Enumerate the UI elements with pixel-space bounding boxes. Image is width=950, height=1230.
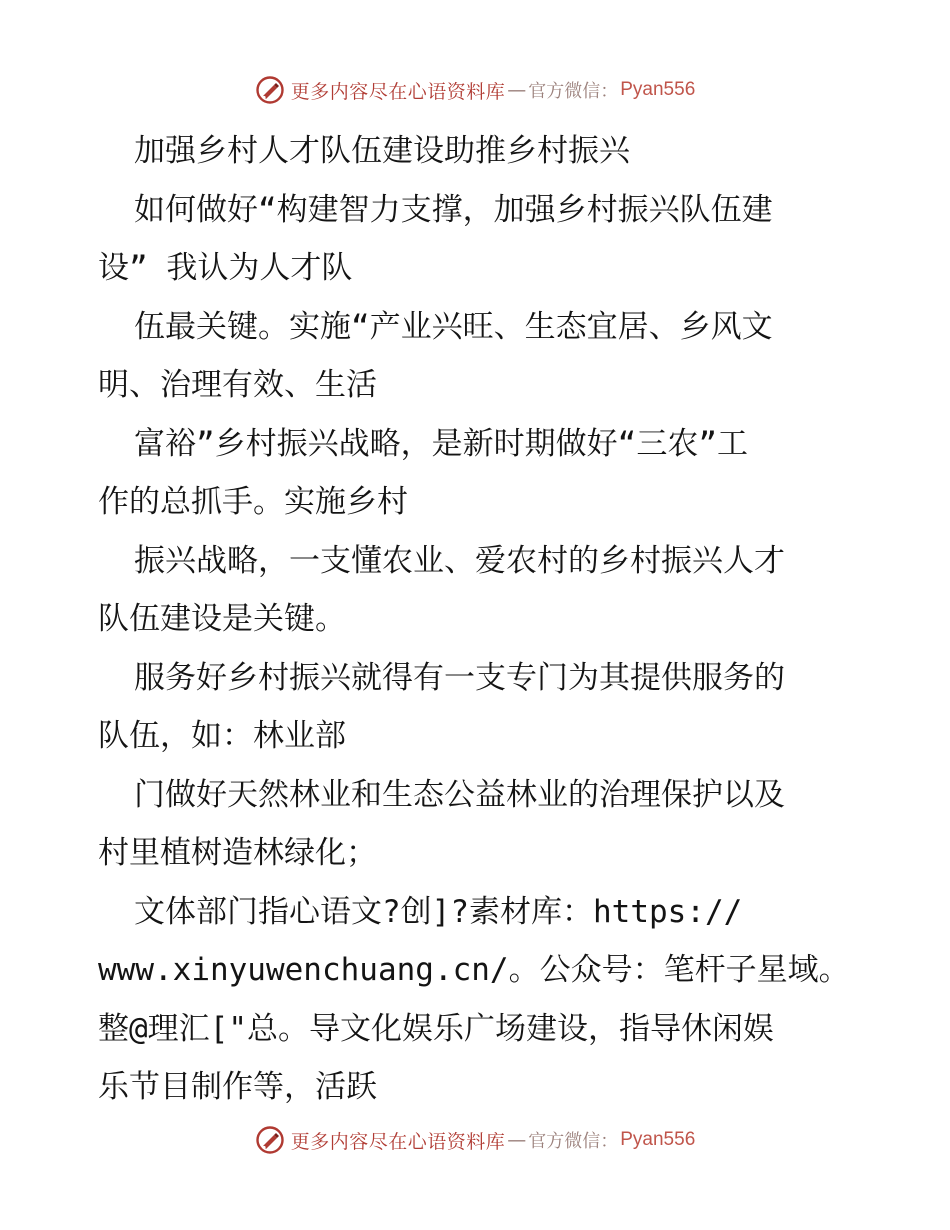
- text-line: www.xinyuwenchuang.cn/。公众号：笔杆子星域。: [98, 952, 850, 988]
- banner-brand-text: 更多内容尽在心语资料库: [290, 80, 506, 103]
- text-line: 如何做好“构建智力支撑，加强乡村振兴队伍建: [134, 191, 773, 228]
- text-line: 队伍，如：林业部: [98, 718, 346, 754]
- pen-logo-icon: [255, 1125, 285, 1155]
- banner-wechat-label: 官方微信：: [528, 81, 619, 102]
- text-line: 整@理汇["总。导文化娱乐广场建设，指导休闲娱: [98, 1010, 774, 1047]
- text-line: 服务好乡村振兴就得有一支专门为其提供服务的: [134, 659, 785, 696]
- banner-wechat-id: Pyan556: [620, 1129, 696, 1150]
- text-line: 作的总抓手。实施乡村: [98, 484, 408, 520]
- doc-title: 加强乡村人才队伍建设助推乡村振兴: [134, 133, 630, 169]
- text-line: 伍最关键。实施“产业兴旺、生态宜居、乡风文: [134, 308, 773, 345]
- pen-logo-icon: [255, 75, 285, 105]
- banner-wechat-id: Pyan556: [620, 79, 696, 100]
- text-line: 村里植树造林绿化；: [98, 835, 377, 871]
- text-line: 明、治理有效、生活: [98, 367, 377, 403]
- text-line: 文体部门指心语文?创]?素材库：https://: [134, 893, 743, 930]
- footer-banner: [0, 1120, 950, 1160]
- text-line: 队伍建设是关键。: [98, 601, 346, 637]
- text-line: 乐节目制作等，活跃: [98, 1069, 377, 1105]
- text-line: 设” 我认为人才队: [98, 250, 353, 286]
- banner-wechat-label: 官方微信：: [528, 1131, 619, 1152]
- banner-separator: —: [507, 1129, 527, 1151]
- banner-separator: —: [507, 79, 527, 101]
- text-line: 振兴战略，一支懂农业、爱农村的乡村振兴人才: [134, 542, 785, 579]
- text-line: 富裕”乡村振兴战略，是新时期做好“三农”工: [134, 425, 748, 462]
- banner-brand-text: 更多内容尽在心语资料库: [290, 1130, 506, 1153]
- document-body: [98, 122, 858, 1117]
- header-banner: [0, 70, 950, 110]
- text-line: 门做好天然林业和生态公益林业的治理保护以及: [134, 776, 785, 813]
